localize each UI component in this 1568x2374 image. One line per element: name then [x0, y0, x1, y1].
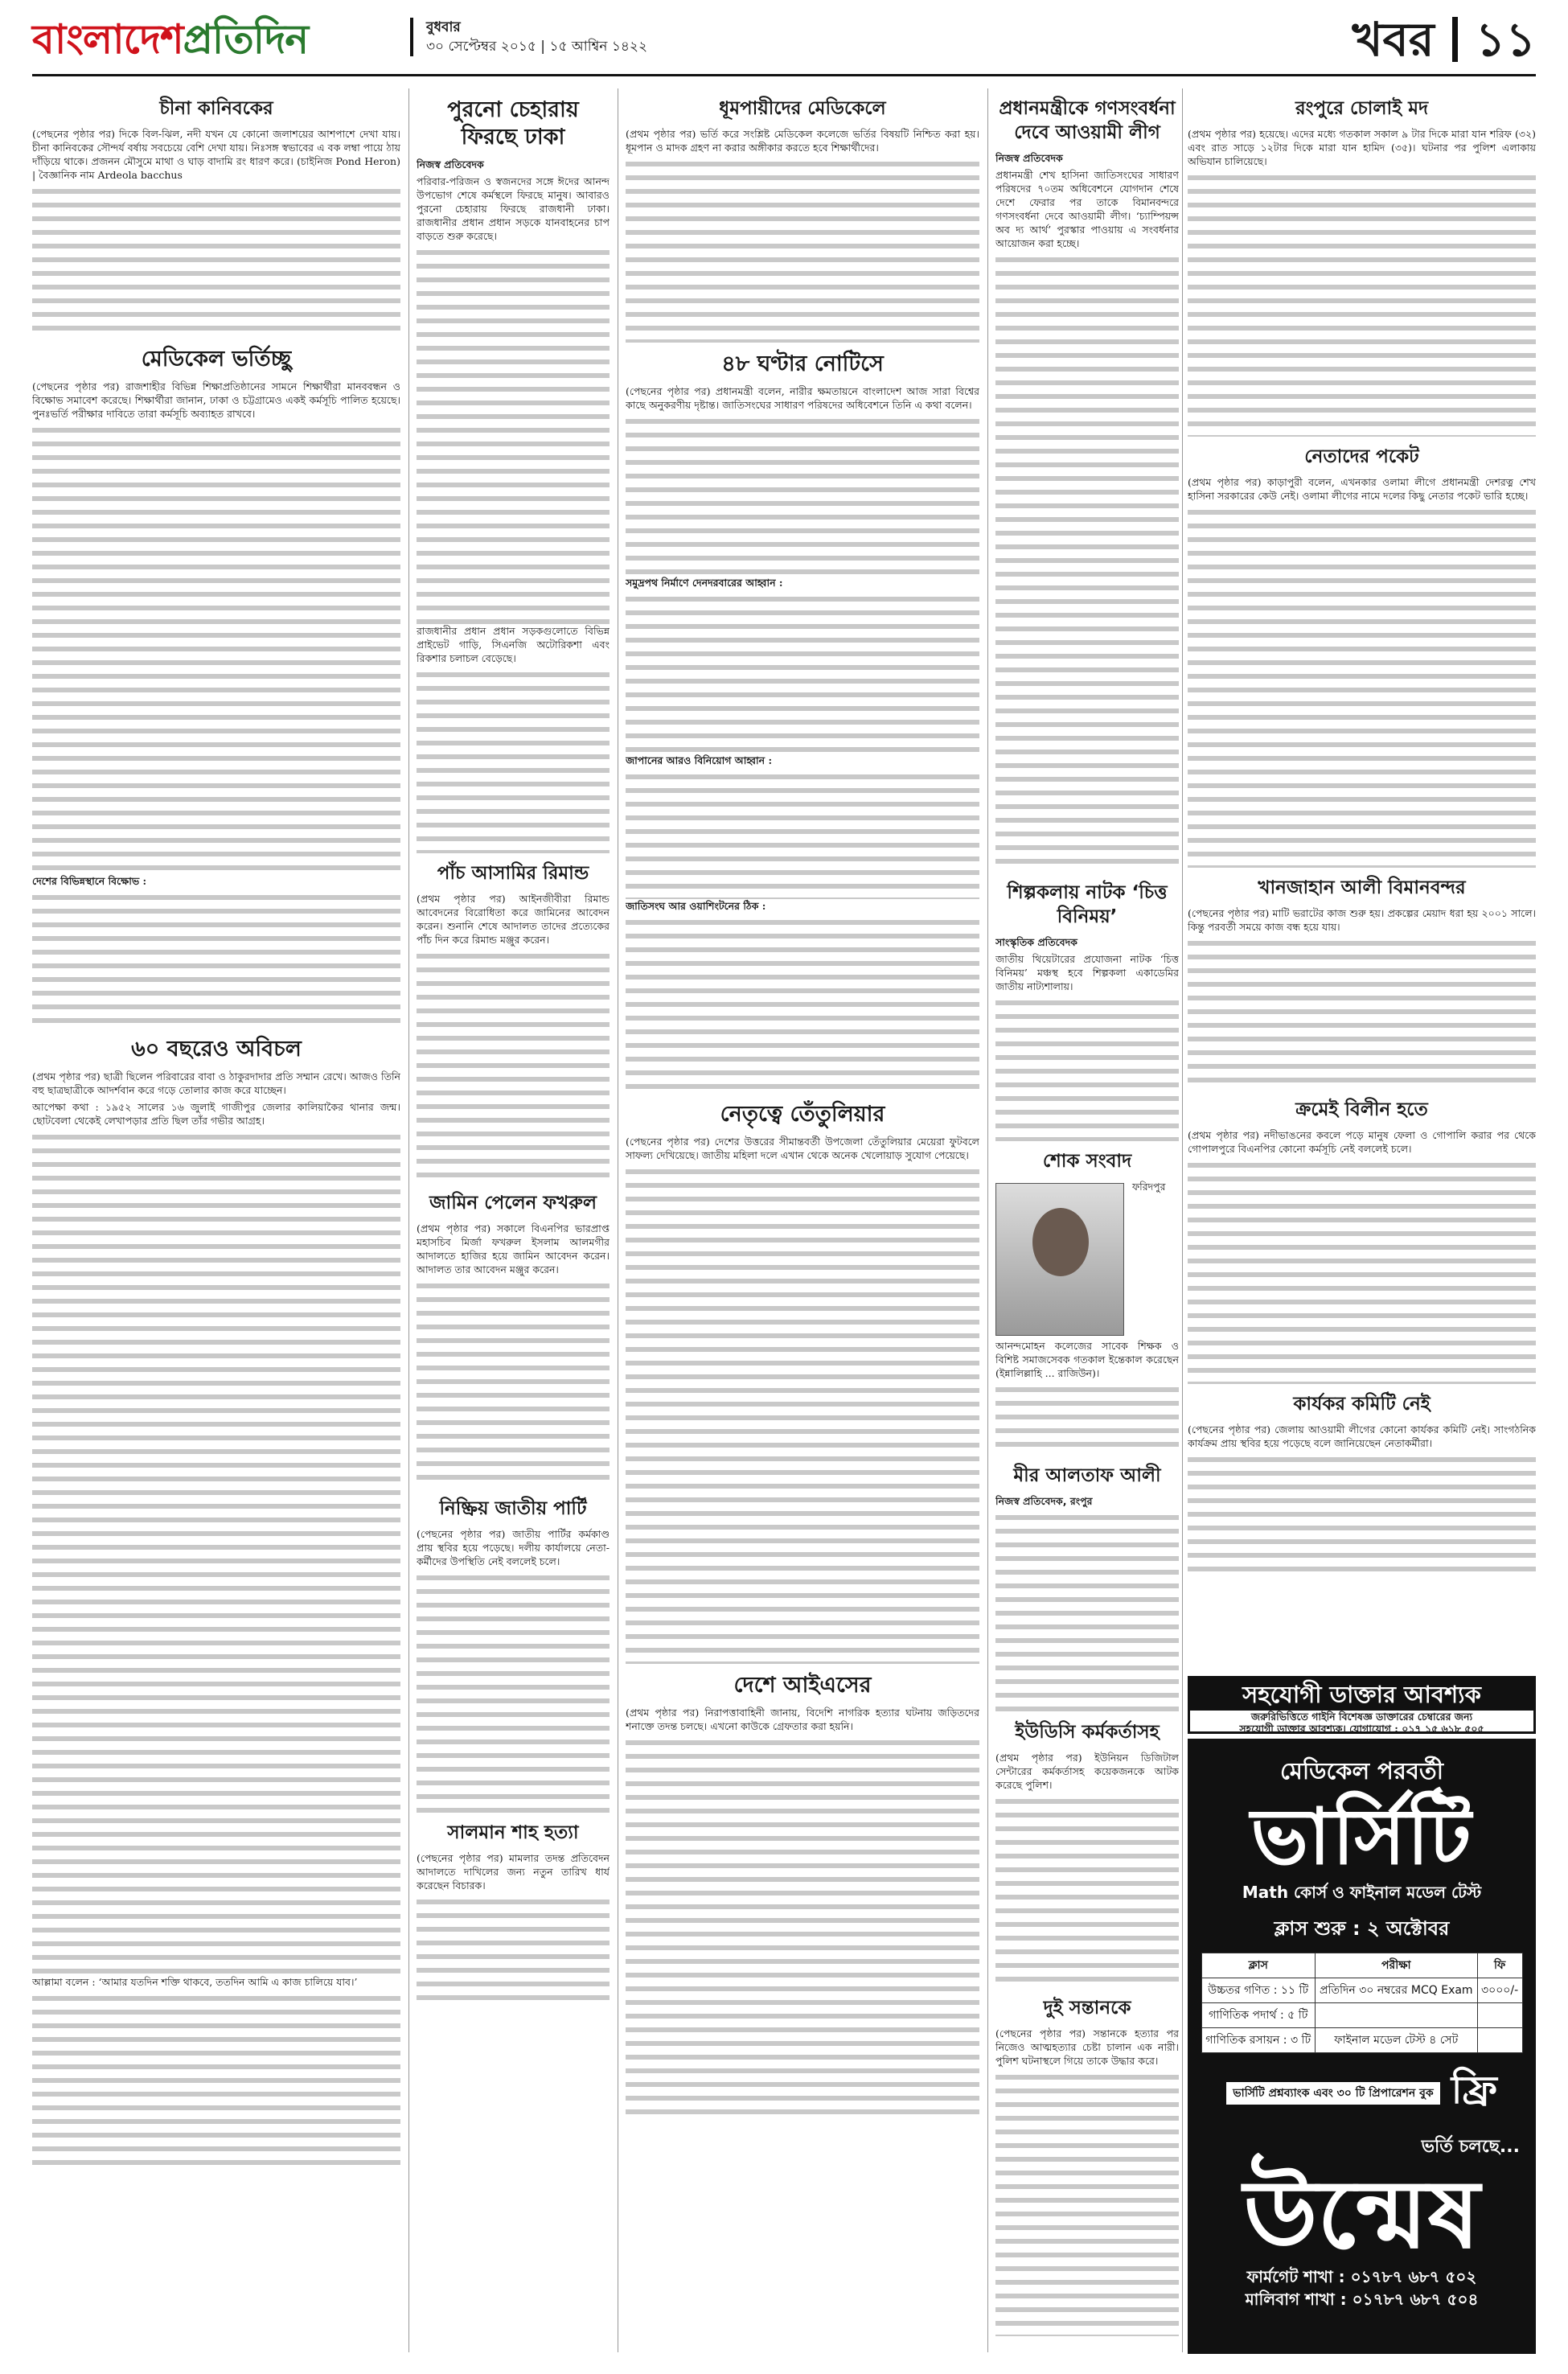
page-number: ১১ [1475, 12, 1536, 67]
masthead-rule [32, 74, 1536, 76]
article-body: (প্রথম পৃষ্ঠার পর) নদীভাঙনের কবলে পড়ে মানুষ ফেলা ও গোপালি করার পর থেকে গোপালপুরে বিএনপির কোনো কর্মসূচি নেই বললেই চলে। [1188, 1129, 1536, 1155]
table-row [1201, 2028, 1522, 2053]
column-3 [626, 88, 979, 2352]
subheading: জাপানের আরও বিনিয়োগ আহ্বান : [626, 754, 773, 766]
headline: জামিন পেলেন ফখরুল [429, 1193, 597, 1214]
article-body: (প্রথম পৃষ্ঠার পর) আইনজীবীরা রিমান্ড আবেদনের বিরোধিতা করে জামিনের আবেদন করেন। শুনানি শেষে আদালত তাদের প্রত্যেকের পাঁচ দিন করে রিমান্ড মঞ্জুর করেন। [417, 893, 610, 946]
table-header: ফি [1477, 1953, 1522, 1978]
article-body: (পেছনের পৃষ্ঠার পর) দিকে বিল-ঝিল, নদী যখন যে কোনো জলাশয়ের আশপাশে দেখা যায়। চীনা কানিবকের সৌন্দর্য বর্ষায় সবচেয়ে বেশি দেখা যায়। নিঃসঙ্গ স্বভাবের এ বক লম্বা পায়ে ঠায় দাঁড়িয়ে থাকে। প্রজনন মৌসুমে মাথা ও ঘাড় বাদামি রং ধারণ করে। (চাইনিজ Pond Heron) | বৈজ্ঞানিক নাম Ardeola bacchus [32, 128, 400, 181]
section-divider [1452, 17, 1458, 62]
headline: রংপুরে চোলাই মদ [1295, 98, 1429, 119]
table-header: পরীক্ষা [1315, 1953, 1477, 1978]
branch-contact: মালিবাগ শাখা : ০১৭৮৭ ৬৮৭ ৫০৪ [1245, 2290, 1479, 2309]
section-header [1352, 11, 1536, 68]
headline: পুরনো চেহারায় ফিরছে ঢাকা [447, 97, 579, 150]
admission-notice: ভর্তি চলছে... [1421, 2137, 1520, 2157]
article-body: (প্রথম পৃষ্ঠার পর) সকালে বিএনপির ভারপ্রাপ্ত মহাসচিব মির্জা ফখরুল ইসলাম আলমগীর আদালতে হাজির হয়ে জামিন আবেদন করেন। আদালত তার আবেদন মঞ্জুর করেন। [417, 1222, 610, 1275]
article-body: (পেছনের পৃষ্ঠার পর) দেশের উত্তরের সীমান্তবর্তী উপজেলা তেঁতুলিয়ার মেয়েরা ফুটবলে সাফল্য দেখিয়েছে। জাতীয় মহিলা দলে এখান থেকে অনেক খেলোয়াড় সুযোগ পেয়েছে। [626, 1136, 979, 1161]
article-body: (প্রথম পৃষ্ঠার পর) কাড়াপুরী বলেন, এখনকার ওলামা লীগে প্রধানমন্ত্রী দেশরত্ন শেখ হাসিনা সরকারের কেউ নেই। ওলামা লীগের নামে দলের কিছু নেতার পকেট ভারি হচ্ছে। [1188, 476, 1536, 502]
column-separator [987, 88, 988, 2352]
ad-title: সহযোগী ডাক্তার আবশ্যক [1190, 1678, 1533, 1711]
obituary-photo [995, 1183, 1124, 1336]
headline: ৬০ বছরেও অবিচল [131, 1037, 302, 1062]
article-body-continued [417, 950, 610, 1183]
article-body-continued [32, 1131, 400, 1975]
article-body-continued [995, 1383, 1179, 1456]
article-body: (প্রথম পৃষ্ঠার পর) ভর্তি করে সংশ্লিষ্ট মেডিকেল কলেজে ভর্তির বিষয়টি নিশ্চিত করা হয়। ধূমপান ও মাদক গ্রহণ না করার অঙ্গীকার করতে হবে শিক্ষার্থীদের। [626, 128, 979, 154]
article-body-continued [626, 916, 979, 1093]
headline: খানজাহান আলী বিমানবন্দর [1258, 877, 1466, 898]
free-items: ভার্সিটি প্রশ্নব্যাংক এবং ৩০ টি প্রিপারেশন বুক [1226, 2082, 1440, 2105]
subheading: দেশের বিভিন্নস্থানে বিক্ষোভ : [32, 875, 147, 887]
article-body-continued [32, 1992, 400, 2169]
article-body: (পেছনের পৃষ্ঠার পর) জেলায় আওয়ামী লীগের কোনো কার্যকর কমিটি নেই। সাংগঠনিক কার্যক্রম প্রায় স্থবির হয়ে পড়েছে বলে জানিয়েছেন নেতাকর্মীরা। [1188, 1423, 1536, 1449]
subheading: জাতিসংঘ আর ওয়াশিংটনের ঠিক : [626, 900, 766, 912]
headline: চীনা কানিবকের [159, 98, 273, 119]
headline: শোক সংবাদ [1042, 1151, 1132, 1172]
brand-part2: প্রতিদিন [183, 16, 309, 63]
headline: দেশে আইএসের [733, 1673, 872, 1698]
headline: নিষ্ক্রিয় জাতীয় পার্টি [439, 1498, 587, 1519]
article-body-continued [32, 424, 400, 874]
article-body: (পেছনের পৃষ্ঠার পর) মাটি ভরাটের কাজ শুরু হয়। প্রকল্পের মেয়াদ ধরা হয় ২০০১ সালে। কিন্তু পরবর্তী সময়ে কাজ বন্ধ হয়ে যায়। [1188, 907, 1536, 933]
headline: ৪৮ ঘণ্টার নোটিসে [721, 351, 884, 376]
article-body: (পেছনের পৃষ্ঠার পর) প্রধানমন্ত্রী বলেন, নারীর ক্ষমতায়নে বাংলাদেশ আজ সারা বিশ্বের কাছে অনুকরণীয় দৃষ্টান্ত। জাতিসংঘের সাধারণ পরিষদের অধিবেশনে তিনি এ কথা বলেন। [626, 385, 979, 411]
article-body-continued [626, 415, 979, 576]
column-separator [1182, 88, 1183, 2352]
column-5 [1188, 88, 1536, 1669]
free-label: ফ্রি [1451, 2068, 1497, 2113]
byline: সাংস্কৃতিক প্রতিবেদক [995, 936, 1077, 948]
article-body: জাতীয় থিয়েটারের প্রযোজনা নাটক ‘চিত্ত বিনিময়’ মঞ্চস্থ হবে শিল্পকলা একাডেমির জাতীয় নাট্যশালায়। [995, 953, 1179, 992]
article-body-continued [417, 668, 610, 853]
byline: নিজস্ব প্রতিবেদক [417, 158, 484, 170]
branch-contact: ফার্মগেট শাখা : ০১৭৮৭ ৬৮৭ ৫০২ [1246, 2267, 1477, 2286]
masthead [32, 11, 1536, 68]
article-body-continued [32, 891, 400, 1028]
article-body: (পেছনের পৃষ্ঠার পর) রাজশাহীর বিভিন্ন শিক্ষাপ্রতিষ্ঠানের সামনে শিক্ষার্থীরা মানববন্ধন ও বিক্ষোভ সমাবেশ করেছে। শিক্ষার্থীরা জানান, ঢাকা ও চট্টগ্রামেও একই কর্মসূচি পালিত হয়েছে। পুনঃভর্তি পরীক্ষার দাবিতে তারা কর্মসূচি অব্যাহত রাখবে। [32, 380, 400, 420]
issue-date: ৩০ সেপ্টেম্বর ২০১৫ | ১৫ আশ্বিন ১৪২২ [426, 39, 648, 55]
table-cell [1315, 2003, 1477, 2028]
table-cell: উচ্চতর গণিত : ১১ টি [1201, 1978, 1315, 2003]
table-cell: ফাইনাল মডেল টেস্ট ৪ সেট [1315, 2028, 1477, 2053]
article-body-continued [417, 246, 610, 624]
headline: দুই সন্তানকে [1043, 1998, 1131, 2019]
article-body: আল্লামা বলেন : ‘আমার যতদিন শক্তি থাকবে, ততদিন আমি এ কাজ চালিয়ে যাব।’ [32, 1976, 358, 1988]
headline: শিল্পকলায় নাটক ‘চিত্ত বিনিময়’ [1007, 882, 1168, 927]
article-body-continued [626, 593, 979, 754]
article-body: আপেক্ষা কথা : ১৯৫২ সালের ১৬ জুলাই গাজীপুর জেলার কালিয়াকৈর থানার জন্ম। ছোটবেলা থেকেই লেখাপড়ার প্রতি ছিল তাঁর গভীর আগ্রহ। [32, 1101, 400, 1127]
headline: মেডিকেল ভর্তিচ্ছু [141, 347, 292, 372]
brand-part1: বাংলাদেশ [32, 16, 183, 63]
ad-kicker: মেডিকেল পরবর্তী [1280, 1757, 1443, 1785]
article-body-continued [1188, 171, 1536, 437]
coaching-ad [1188, 1739, 1536, 2354]
article-body-continued [1188, 506, 1536, 868]
subheading: সমুদ্রপথ নির্মাণে দেনদরবারের আহ্বান : [626, 577, 783, 589]
table-cell: গাণিতিক পদার্থ : ৫ টি [1201, 2003, 1315, 2028]
headline: ক্রমেই বিলীন হতে [1295, 1099, 1428, 1120]
headline: সালমান শাহ হত্যা [447, 1822, 579, 1843]
byline: নিজস্ব প্রতিবেদক [995, 152, 1063, 164]
column-1 [32, 88, 400, 2352]
article-body-continued [995, 2071, 1179, 2336]
article-body-continued [417, 1279, 610, 1489]
ad-course: Math কোর্স ও ফাইনাল মডেল টেস্ট [1242, 1883, 1482, 1902]
ad-headline: ভার্সিটি [1250, 1792, 1473, 1882]
article-body: (প্রথম পৃষ্ঠার পর) ছাত্রী ছিলেন পরিবারের বাবা ও ঠাকুরদাদার প্রতি সম্মান রেখে। আজও তিনি বহু ছাত্রছাত্রীকে আদর্শবান করে গড়ে তোলার কাজ করে যাচ্ছেন। [32, 1070, 400, 1096]
headline: ধূমপায়ীদের মেডিকেলে [719, 98, 886, 119]
table-cell [1477, 2003, 1522, 2028]
article-body-continued [1188, 1453, 1536, 1574]
headline: মীর আলতাফ আলী [1013, 1465, 1161, 1486]
weekday: বুধবার [426, 19, 461, 35]
article-body-continued [32, 185, 400, 338]
newspaper-logo [32, 11, 308, 68]
article-body: (প্রথম পৃষ্ঠার পর) নিরাপত্তাবাহিনী জানায়, বিদেশি নাগরিক হত্যার ঘটনায় জড়িতদের শনাক্তে তদন্ত চলছে। এখনো কাউকে গ্রেফতার করা হয়নি। [626, 1707, 979, 1732]
headline: নেতৃত্বে তেঁতুলিয়ার [720, 1102, 885, 1127]
article-body-continued [995, 996, 1179, 1141]
table-row [1201, 1978, 1522, 2003]
free-offer [1188, 2061, 1536, 2125]
article-body: রাজধানীর প্রধান প্রধান সড়কগুলোতে বিভিন্ন প্রাইভেট গাড়ি, সিএনজি অটোরিকশা এবং রিকশার চলাচল বেড়েছে। [417, 625, 610, 664]
article-body: (পেছনের পৃষ্ঠার পর) জাতীয় পার্টির কর্মকাণ্ড প্রায় স্থবির হয়ে পড়েছে। দলীয় কার্যালয়ে নেতা-কর্মীদের উপস্থিতি নেই বললেই চলে। [417, 1528, 610, 1567]
ad-class-start: ক্লাস শুরু : ২ অক্টোবর [1274, 1917, 1450, 1940]
coaching-logo: উন্মেষ [1243, 2158, 1480, 2269]
article-body: (পেছনের পৃষ্ঠার পর) মামলার তদন্ত প্রতিবেদন আদালতে দাখিলের জন্য নতুন তারিখ ধার্য করেছেন বিচারক। [417, 1852, 610, 1891]
table-cell: গাণিতিক রসায়ন : ৩ টি [1201, 2028, 1315, 2053]
table-cell: ৩০০০/- [1477, 1978, 1522, 2003]
article-body-continued [626, 158, 979, 343]
article-body: (প্রথম পৃষ্ঠার পর) হয়েছে। এদের মধ্যে গতকাল সকাল ৯ টার দিকে মারা যান শরিফ (৩২) এবং রাত সাড়ে ১২টার দিকে মারা যান হামিদ (৩৫)। ঘটনার পর পুলিশ এলাকায় অভিযান চালিয়েছে। [1188, 128, 1536, 167]
ad-line: জরুরিভিত্তিতে গাইনি বিশেষজ্ঞ ডাক্তারের চেম্বারের জন্য [1250, 1711, 1473, 1723]
table-cell: প্রতিদিন ৩০ নম্বরের MCQ Exam [1315, 1978, 1477, 2003]
table-header: ক্লাস [1201, 1953, 1315, 1978]
headline: ইউডিসি কর্মকর্তাসহ [1015, 1722, 1160, 1743]
article-body-continued [626, 1165, 979, 1664]
article-body-continued [417, 1896, 610, 2008]
article-body-continued [417, 1571, 610, 1813]
article-body: ফরিদপুর আনন্দমোহন কলেজের সাবেক শিক্ষক ও বিশিষ্ট সমাজসেবক গতকাল ইন্তেকাল করেছেন (ইন্নালিল্লাহি ... রাজিউন)। [995, 1181, 1179, 1379]
byline: নিজস্ব প্রতিবেদক, রংপুর [995, 1495, 1093, 1507]
article-body: (প্রথম পৃষ্ঠার পর) ইউনিয়ন ডিজিটাল সেন্টারের কর্মকর্তাসহ কয়েকজনকে আটক করেছে পুলিশ। [995, 1752, 1179, 1791]
classified-ad-doctor [1188, 1676, 1536, 1734]
headline: পাঁচ আসামির রিমান্ড [437, 863, 589, 884]
headline: নেতাদের পকেট [1304, 446, 1419, 467]
table-row [1201, 2003, 1522, 2028]
fee-table [1201, 1953, 1523, 2053]
article-body-continued [626, 770, 979, 899]
article-body-continued [995, 1511, 1179, 1712]
ad-contact: সহযোগী ডাক্তার আবশ্যক। যোগাযোগ : ০১৭ ১৫ ৬১৮ ৫০৫ [1239, 1723, 1484, 1735]
table-cell [1477, 2028, 1522, 2053]
article-body-continued [995, 253, 1179, 873]
headline: প্রধানমন্ত্রীকে গণসংবর্ধনা দেবে আওয়ামী লীগ [999, 98, 1176, 143]
column-4 [995, 88, 1179, 2352]
article-body-continued [995, 1795, 1179, 1988]
column-separator [408, 88, 409, 2352]
dateline [410, 18, 647, 56]
article-body: পরিবার-পরিজন ও স্বজনদের সঙ্গে ঈদের আনন্দ উপভোগ শেষে কর্মস্থলে ফিরছে মানুষ। আবারও পুরনো চেহারায় ফিরছে রাজধানী ঢাকা। রাজধানীর প্রধান প্রধান সড়কে যানবাহনের চাপ বাড়তে শুরু করেছে। [417, 175, 610, 242]
column-2 [417, 88, 610, 2352]
section-title: খবর [1352, 12, 1435, 67]
article-body: প্রধানমন্ত্রী শেখ হাসিনা জাতিসংঘের সাধারণ পরিষদের ৭০তম অধিবেশনে যোগদান শেষে দেশে ফেরার পর তাকে বিমানবন্দরে গণসংবর্ধনা দেবে আওয়ামী লীগ। ‘চ্যাম্পিয়ন্স অব দ্য আর্থ’ পুরস্কার পাওয়ায় এ সংবর্ধনার আয়োজন করা হচ্ছে। [995, 169, 1179, 249]
article-body: (পেছনের পৃষ্ঠার পর) সন্তানকে হত্যার পর নিজেও আত্মহত্যার চেষ্টা চালান এক নারী। পুলিশ ঘটনাস্থলে গিয়ে তাকে উদ্ধার করে। [995, 2027, 1179, 2067]
article-body-continued [1188, 937, 1536, 1090]
article-body-continued [626, 1736, 979, 2122]
article-body-continued [1188, 1159, 1536, 1384]
headline: কার্যকর কমিটি নেই [1293, 1394, 1430, 1415]
